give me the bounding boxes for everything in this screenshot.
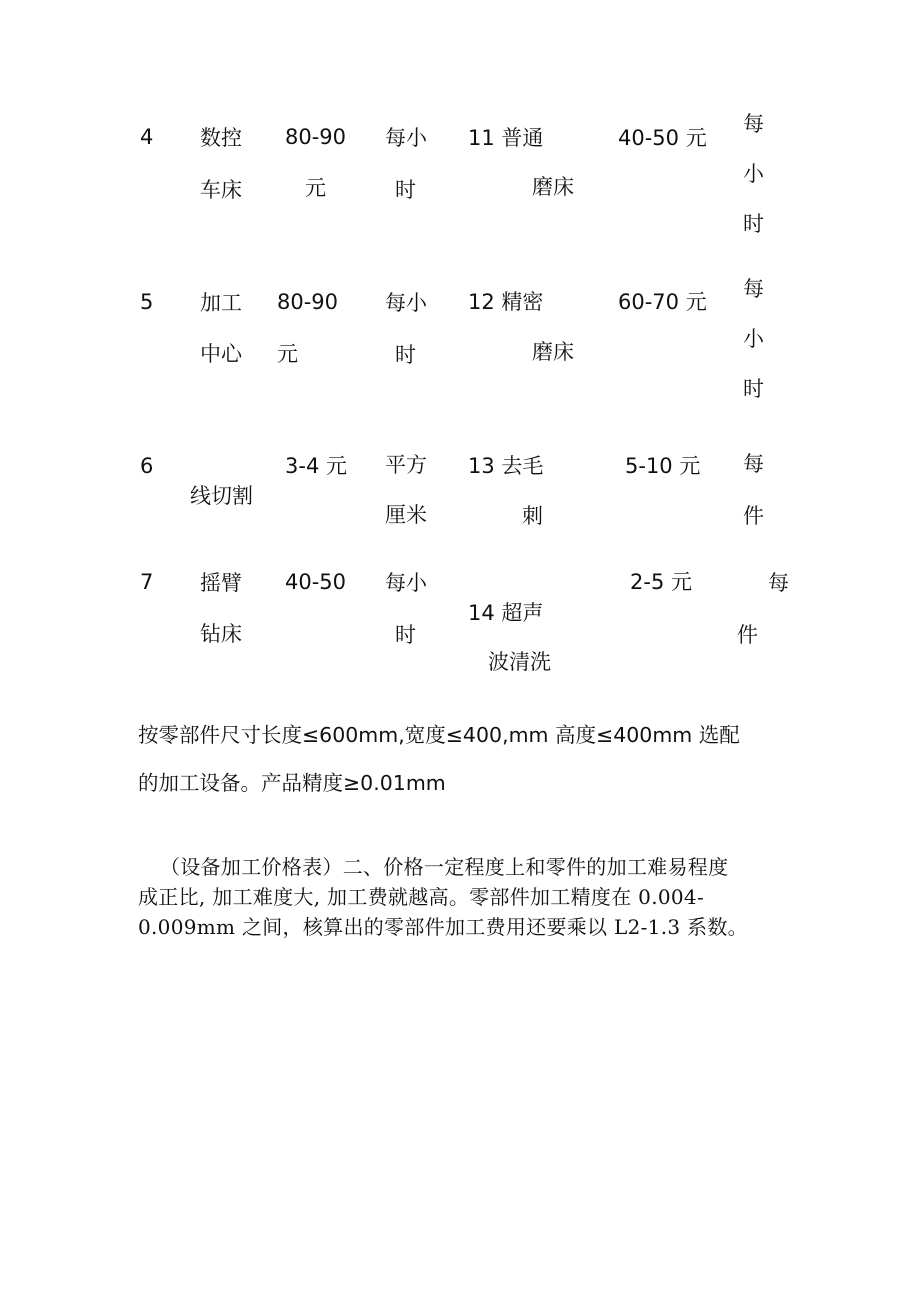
- unit-line2: 时: [395, 178, 416, 202]
- pricing-paragraph-line2: 成正比, 加工难度大, 加工费就越高。零部件加工精度在 0.004-: [138, 885, 704, 909]
- machine-name-line2: 车床: [200, 178, 242, 202]
- unit-line2: 时: [395, 623, 416, 647]
- machine2-name-line2: 磨床: [532, 340, 574, 364]
- row-number: 4: [140, 125, 154, 149]
- unit-line2: 厘米: [385, 503, 427, 527]
- price-line1: 80-90: [277, 290, 339, 314]
- unit2-line2: 件: [743, 504, 764, 528]
- machine2-name-line2: 刺: [522, 504, 543, 528]
- price2: 5-10 元: [625, 454, 701, 478]
- machine2-name-line2: 磨床: [532, 175, 574, 199]
- price2: 60-70 元: [618, 290, 707, 314]
- unit-line1: 平方: [385, 453, 427, 477]
- machine2-name-line1: 12 精密: [468, 290, 544, 314]
- machine-name-line1: 加工: [200, 291, 242, 315]
- machine2-name-line1: 11 普通: [468, 126, 544, 150]
- pricing-paragraph-line1: （设备加工价格表）二、价格一定程度上和零件的加工难易程度: [160, 855, 729, 879]
- unit2-line2: 小: [743, 162, 764, 186]
- size-requirement-line2: 的加工设备。产品精度≥0.01mm: [138, 771, 446, 795]
- price-line2: 元: [277, 342, 298, 366]
- price: 40-50: [285, 570, 347, 594]
- unit-line1: 每小: [385, 126, 427, 150]
- unit2-line1: 每: [743, 112, 764, 136]
- unit2-line3: 时: [743, 377, 764, 401]
- price2: 40-50 元: [618, 126, 707, 150]
- row-number: 6: [140, 454, 154, 478]
- row-number: 5: [140, 290, 154, 314]
- machine2-name-line1: 14 超声: [468, 601, 544, 625]
- machine-name-line2: 钻床: [200, 622, 242, 646]
- price-line2: 元: [305, 176, 326, 200]
- unit2-line1: 每: [768, 571, 789, 595]
- unit-line2: 时: [395, 343, 416, 367]
- machine2-name-line2: 波清洗: [488, 650, 551, 674]
- unit2-line3: 时: [743, 212, 764, 236]
- price2: 2-5 元: [630, 570, 692, 594]
- unit2-line1: 每: [743, 452, 764, 476]
- price-line1: 80-90: [285, 125, 347, 149]
- unit-line1: 每小: [385, 571, 427, 595]
- price: 3-4 元: [285, 454, 347, 478]
- unit2-line2: 小: [743, 327, 764, 351]
- machine-name-line2: 中心: [200, 342, 242, 366]
- unit2-line1: 每: [743, 277, 764, 301]
- size-requirement-line1: 按零部件尺寸长度≤600mm,宽度≤400,mm 高度≤400mm 选配: [138, 723, 740, 747]
- pricing-paragraph-line3: 0.009mm 之间，核算出的零部件加工费用还要乘以 L2-1.3 系数。: [138, 915, 748, 939]
- machine-name-line1: 摇臂: [200, 571, 242, 595]
- unit-line1: 每小: [385, 291, 427, 315]
- row-number: 7: [140, 570, 154, 594]
- unit2-line2: 件: [737, 623, 758, 647]
- machine2-name-line1: 13 去毛: [468, 454, 544, 478]
- machine-name: 线切割: [190, 484, 253, 508]
- machine-name-line1: 数控: [200, 126, 242, 150]
